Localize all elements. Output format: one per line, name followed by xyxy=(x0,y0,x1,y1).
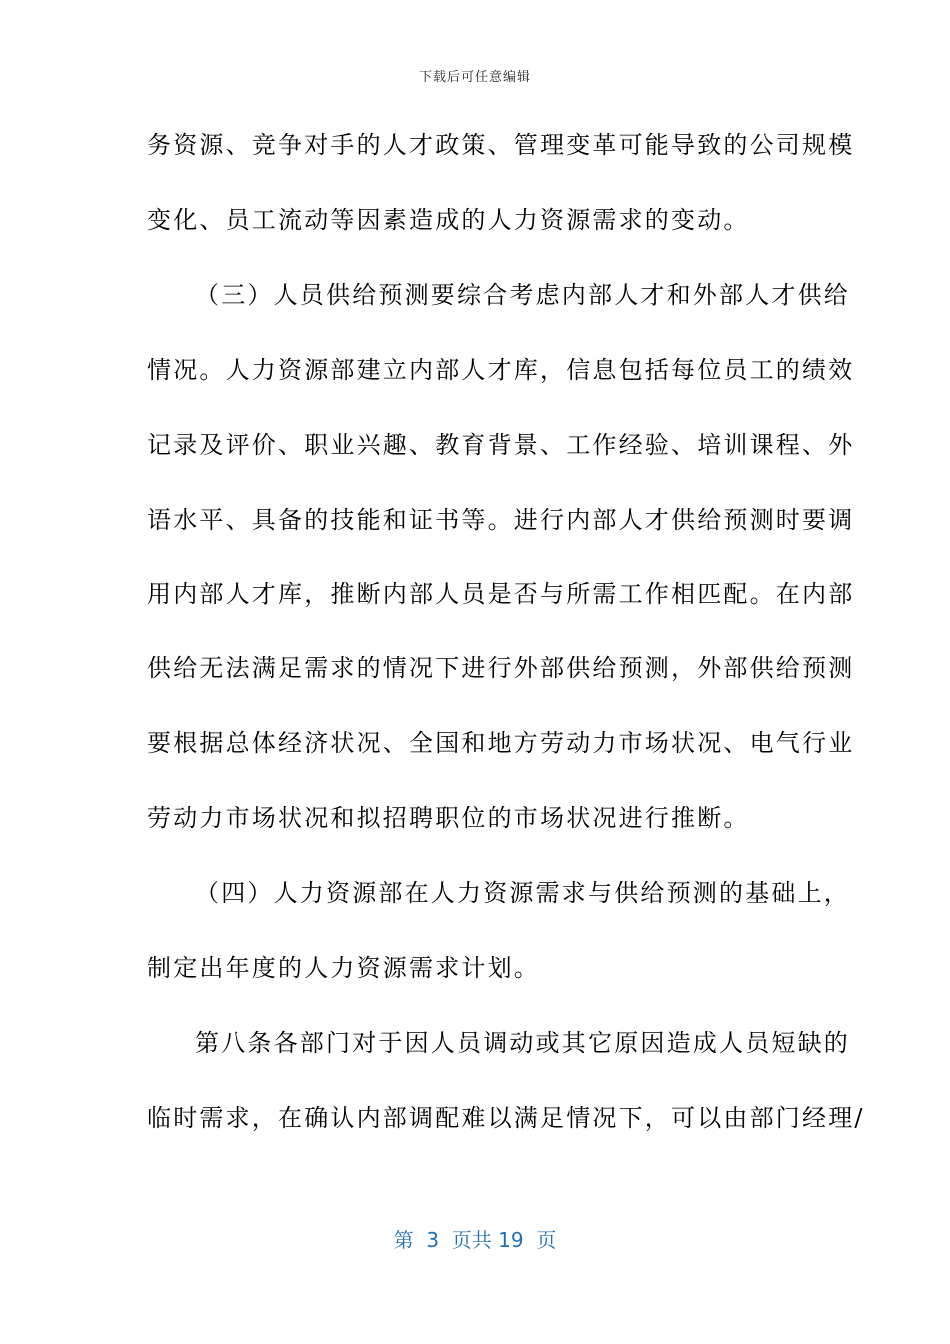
page-number: 第 3 页共 19 页 xyxy=(393,1228,557,1252)
body-line: 临时需求，在确认内部调配难以满足情况下，可以由部门经理/ xyxy=(147,1104,865,1132)
body-line: 劳动力市场状况和拟招聘职位的市场状况进行推断。 xyxy=(147,804,750,832)
header-note: 下载后可任意编辑 xyxy=(418,70,531,85)
body-line: 要根据总体经济状况、全国和地方劳动力市场状况、电气行业 xyxy=(147,729,855,757)
body-line: 变化、员工流动等因素造成的人力资源需求的变动。 xyxy=(147,206,750,234)
body-line: 情况。人力资源部建立内部人才库，信息包括每位员工的绩效 xyxy=(147,356,855,384)
body-line: 供给无法满足需求的情况下进行外部供给预测，外部供给预测 xyxy=(147,654,855,682)
body-line: 制定出年度的人力资源需求计划。 xyxy=(147,954,540,982)
body-line: （四）人力资源部在人力资源需求与供给预测的基础上， xyxy=(195,879,850,907)
body-line: 务资源、竞争对手的人才政策、管理变革可能导致的公司规模 xyxy=(147,131,855,159)
body-line: 第八条各部门对于因人员调动或其它原因造成人员短缺的 xyxy=(195,1029,850,1057)
body-line: （三）人员供给预测要综合考虑内部人才和外部人才供给 xyxy=(195,281,850,309)
body-line: 记录及评价、职业兴趣、教育背景、工作经验、培训课程、外 xyxy=(147,431,855,459)
body-line: 用内部人才库，推断内部人员是否与所需工作相匹配。在内部 xyxy=(147,580,855,608)
body-line: 语水平、具备的技能和证书等。进行内部人才供给预测时要调 xyxy=(147,506,855,534)
